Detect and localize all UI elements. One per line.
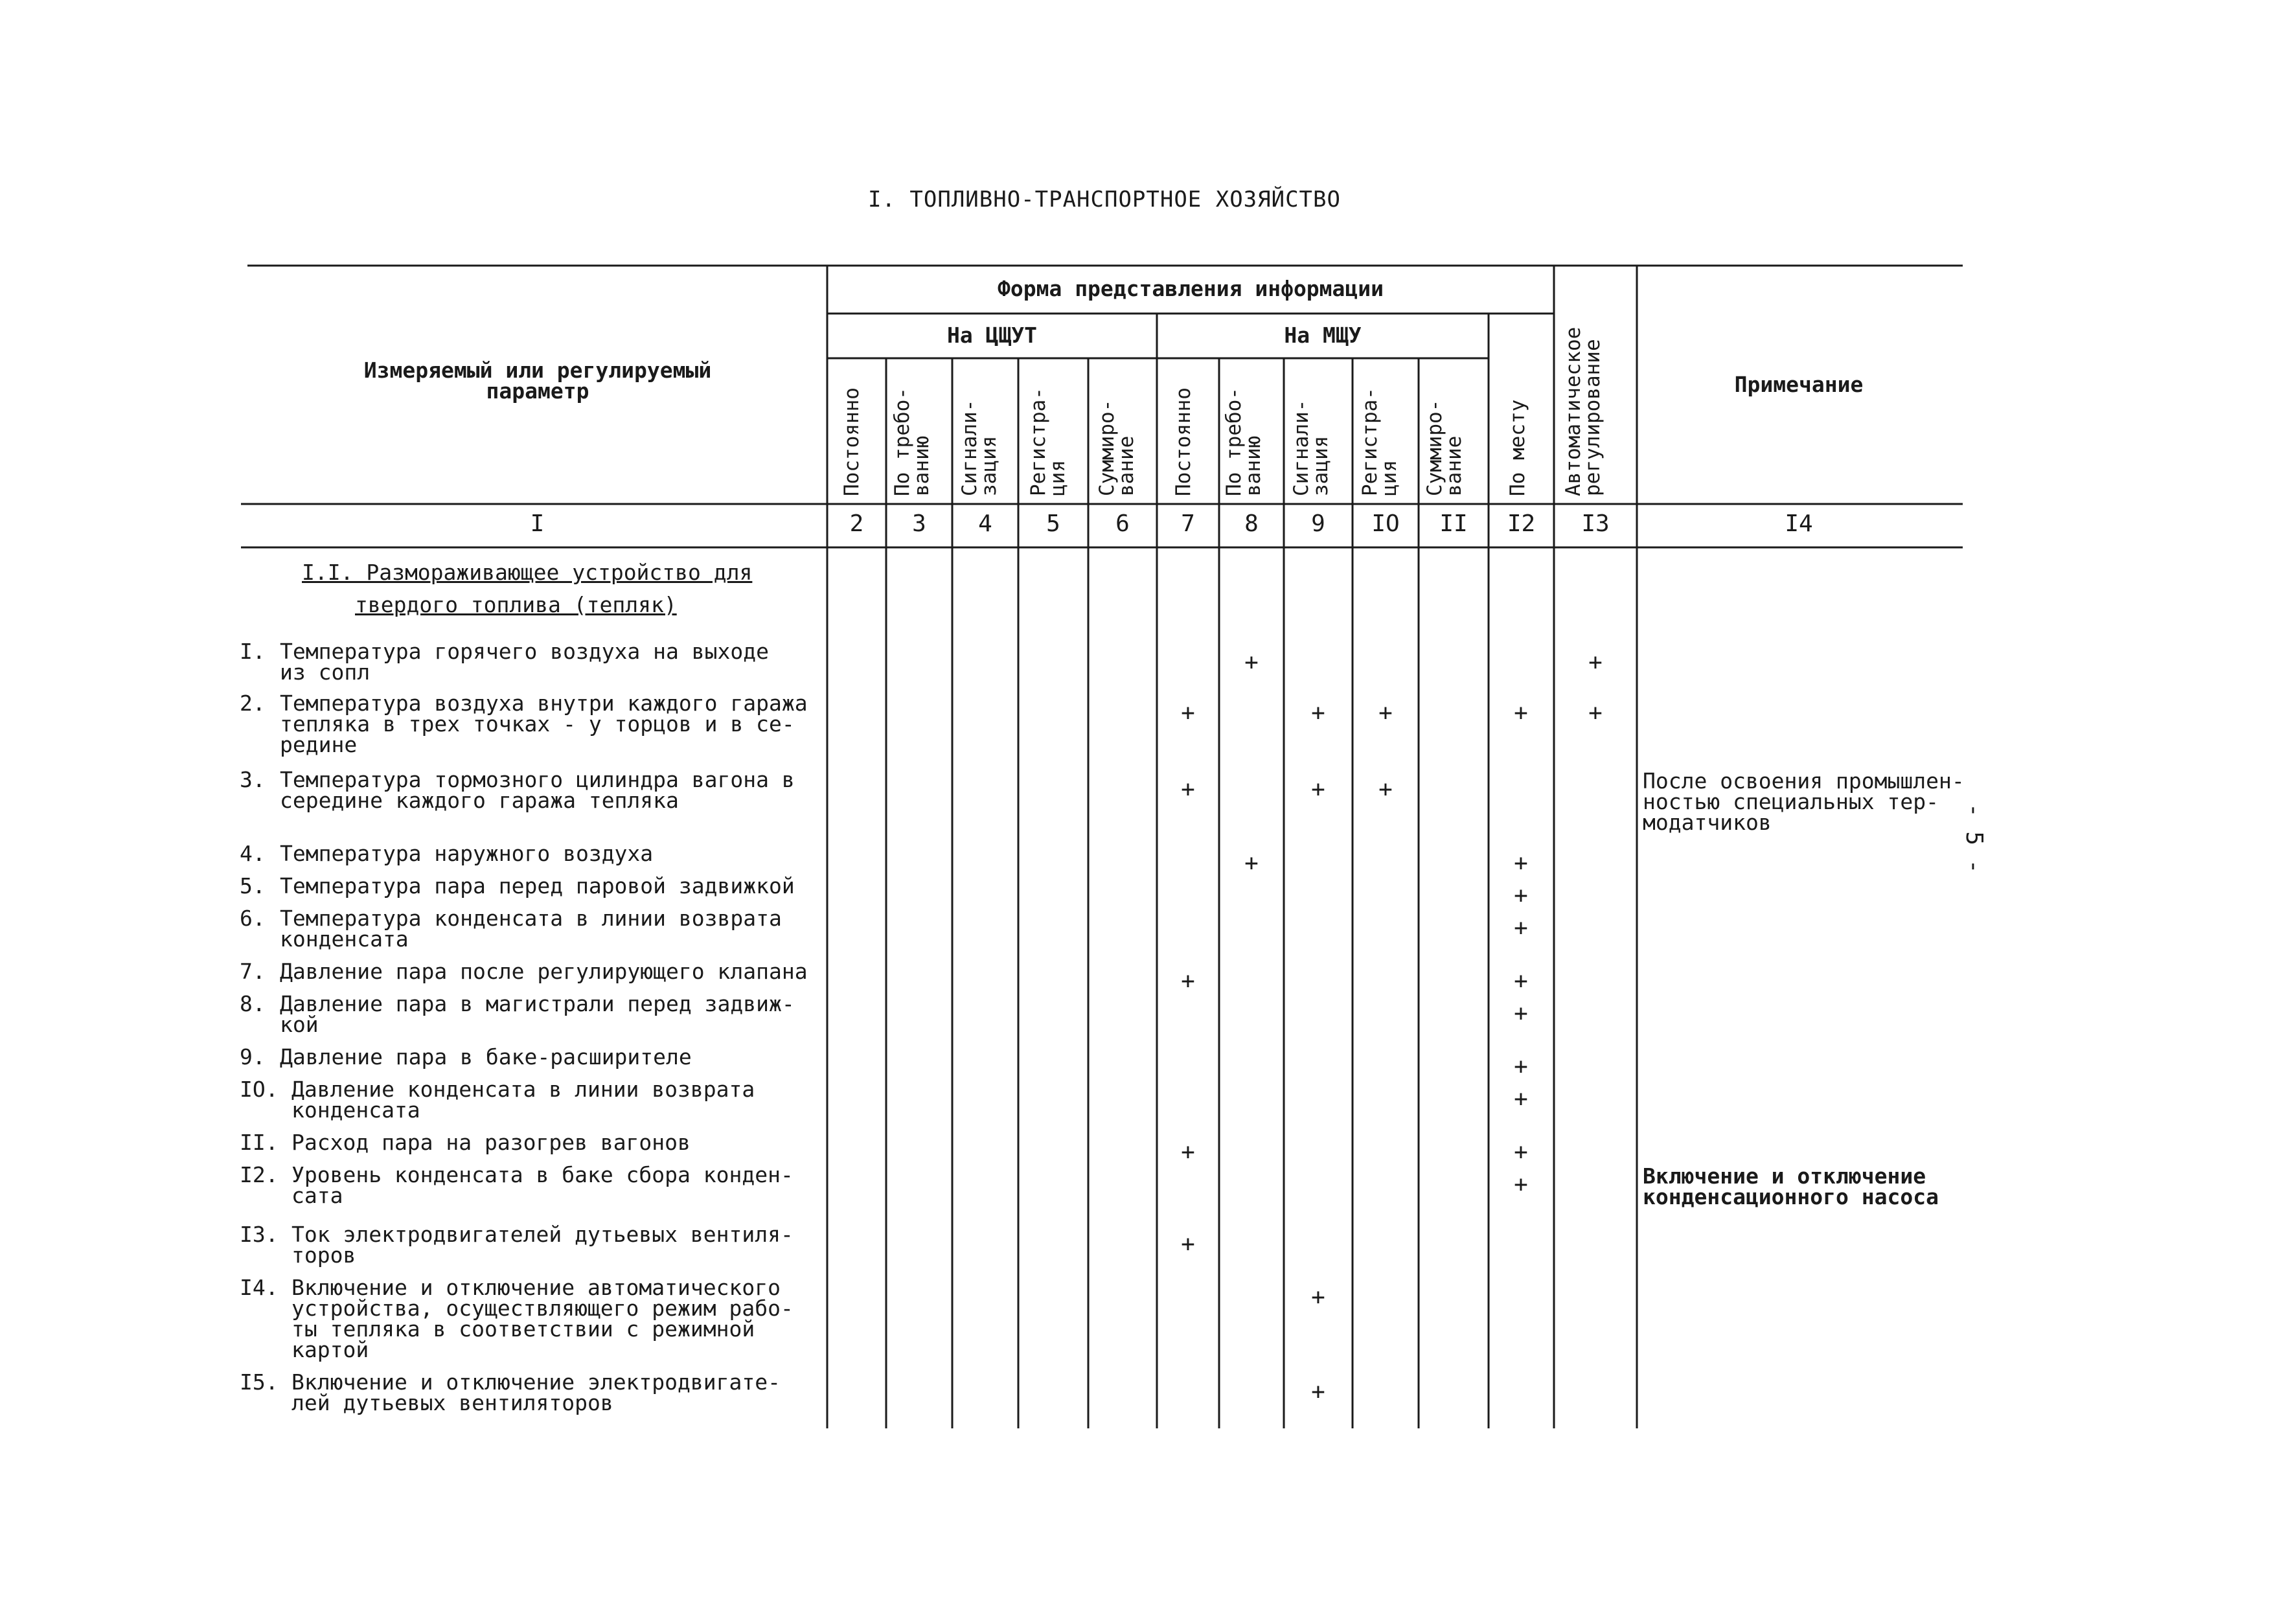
column-number: 2 bbox=[849, 510, 864, 537]
row-text: Давление конденсата в линии возврата конденсата bbox=[291, 1077, 755, 1123]
row-number: 6. bbox=[240, 906, 266, 931]
column-number: 3 bbox=[912, 510, 926, 537]
header-group-cshut: На ЦЩУТ bbox=[946, 323, 1038, 348]
column-number: 4 bbox=[978, 510, 992, 537]
header-col-5: Регистра- ция bbox=[1027, 387, 1069, 496]
section-heading-line1: I.I. Размораживающее устройство для bbox=[302, 560, 753, 585]
mark-plus: + bbox=[1514, 1053, 1528, 1080]
mark-plus: + bbox=[1514, 700, 1528, 726]
header-col-12: По месту bbox=[1506, 399, 1529, 496]
row-number: 4. bbox=[240, 841, 266, 866]
row-number: I4. bbox=[240, 1275, 279, 1300]
header-col-4: Сигнали- зация bbox=[958, 399, 1001, 496]
mark-plus: + bbox=[1181, 1139, 1195, 1165]
header-col-7: Постоянно bbox=[1172, 387, 1195, 496]
mark-plus: + bbox=[1588, 700, 1603, 726]
row-text: Температура пара перед паровой задвижкой bbox=[280, 873, 795, 898]
mark-plus: + bbox=[1311, 700, 1325, 726]
mark-plus: + bbox=[1514, 850, 1528, 876]
row-number: I. bbox=[240, 639, 266, 664]
mark-plus: + bbox=[1514, 1000, 1528, 1027]
row-text: Давление пара в магистрали перед задвиж- кой bbox=[280, 991, 795, 1037]
mark-plus: + bbox=[1311, 776, 1325, 803]
column-number: I3 bbox=[1581, 510, 1610, 537]
row-number: 8. bbox=[240, 991, 266, 1016]
mark-plus: + bbox=[1514, 882, 1528, 909]
header-col-2: Постоянно bbox=[840, 387, 863, 496]
mark-plus: + bbox=[1181, 700, 1195, 726]
mark-plus: + bbox=[1311, 1378, 1325, 1405]
header-col-10: Регистра- ция bbox=[1358, 387, 1401, 496]
column-number: 6 bbox=[1115, 510, 1130, 537]
mark-plus: + bbox=[1181, 776, 1195, 803]
row-number: 7. bbox=[240, 959, 266, 984]
header-col-9: Сигнали- зация bbox=[1290, 399, 1332, 496]
row-text: Уровень конденсата в баке сбора конден- сата bbox=[291, 1162, 794, 1208]
column-number: IO bbox=[1371, 510, 1400, 537]
row-number: I3. bbox=[240, 1222, 279, 1247]
mark-plus: + bbox=[1514, 968, 1528, 994]
mark-plus: + bbox=[1378, 776, 1393, 803]
row-text: Температура горячего воздуха на выходе из сопл bbox=[280, 639, 769, 685]
header-note: Примечание bbox=[1734, 372, 1864, 397]
row-text: Давление пара после регулирующего клапана bbox=[280, 959, 808, 984]
column-number: I4 bbox=[1785, 510, 1813, 537]
row-number: 9. bbox=[240, 1044, 266, 1069]
row-text: Давление пара в баке-расширителе bbox=[280, 1044, 692, 1069]
row-text: Температура конденсата в линии возврата конденсата bbox=[280, 906, 782, 952]
mark-plus: + bbox=[1244, 649, 1259, 676]
column-number: II bbox=[1439, 510, 1468, 537]
mark-plus: + bbox=[1588, 649, 1603, 676]
row-text: Включение и отключение автоматического устройства, осуществляющего режим рабо- ты тепляка в соответствии с режимной картой bbox=[291, 1275, 794, 1362]
mark-plus: + bbox=[1181, 1231, 1195, 1257]
page-number: - 5 - bbox=[1961, 803, 1987, 874]
row-number: I5. bbox=[240, 1369, 279, 1395]
column-number: 7 bbox=[1181, 510, 1195, 537]
mark-plus: + bbox=[1514, 1171, 1528, 1198]
column-number: I2 bbox=[1507, 510, 1536, 537]
row-note: Включение и отключение конденсационного насоса bbox=[1643, 1163, 1939, 1209]
section-heading-line2: твердого топлива (тепляк) bbox=[355, 592, 677, 617]
row-number: 5. bbox=[240, 873, 266, 898]
header-form: Форма представления информации bbox=[997, 276, 1384, 301]
mark-plus: + bbox=[1244, 850, 1259, 876]
row-text: Ток электродвигателей дутьевых вентиля- торов bbox=[291, 1222, 794, 1268]
row-note: После освоения промышлен- ностью специальных тер- модатчиков bbox=[1643, 768, 1965, 835]
row-number: 2. bbox=[240, 691, 266, 716]
row-number: II. bbox=[240, 1130, 279, 1155]
row-text: Расход пара на разогрев вагонов bbox=[291, 1130, 691, 1155]
row-text: Включение и отключение электродвигате- лей дутьевых вентиляторов bbox=[291, 1369, 781, 1415]
header-group-mshu: На МЩУ bbox=[1284, 323, 1362, 348]
column-number: 9 bbox=[1311, 510, 1325, 537]
header-param: Измеряемый или регулируемый параметр bbox=[363, 358, 712, 404]
row-text: Температура воздуха внутри каждого гаража тепляка в трех точках - у торцов и в се- редине bbox=[280, 691, 808, 757]
row-text: Температура наружного воздуха bbox=[280, 841, 654, 866]
header-col-8: По требо- ванию bbox=[1222, 387, 1265, 496]
document-title: I. ТОПЛИВНО-ТРАНСПОРТНОЕ ХОЗЯЙСТВО bbox=[868, 187, 1341, 212]
row-number: IO. bbox=[240, 1077, 279, 1102]
column-number: I bbox=[530, 510, 545, 537]
mark-plus: + bbox=[1311, 1284, 1325, 1310]
row-number: I2. bbox=[240, 1162, 279, 1187]
mark-plus: + bbox=[1514, 1086, 1528, 1112]
mark-plus: + bbox=[1514, 1139, 1528, 1165]
mark-plus: + bbox=[1378, 700, 1393, 726]
column-number: 5 bbox=[1046, 510, 1060, 537]
header-col-6: Суммиро- вание bbox=[1095, 399, 1138, 496]
header-col-3: По требо- ванию bbox=[891, 387, 933, 496]
row-text: Температура тормозного цилиндра вагона в середине каждого гаража тепляка bbox=[280, 767, 795, 813]
column-number: 8 bbox=[1244, 510, 1259, 537]
header-col-13: Автоматическое регулирование bbox=[1562, 326, 1605, 496]
mark-plus: + bbox=[1181, 968, 1195, 994]
mark-plus: + bbox=[1514, 915, 1528, 941]
row-number: 3. bbox=[240, 767, 266, 792]
header-col-11: Суммиро- вание bbox=[1423, 399, 1466, 496]
